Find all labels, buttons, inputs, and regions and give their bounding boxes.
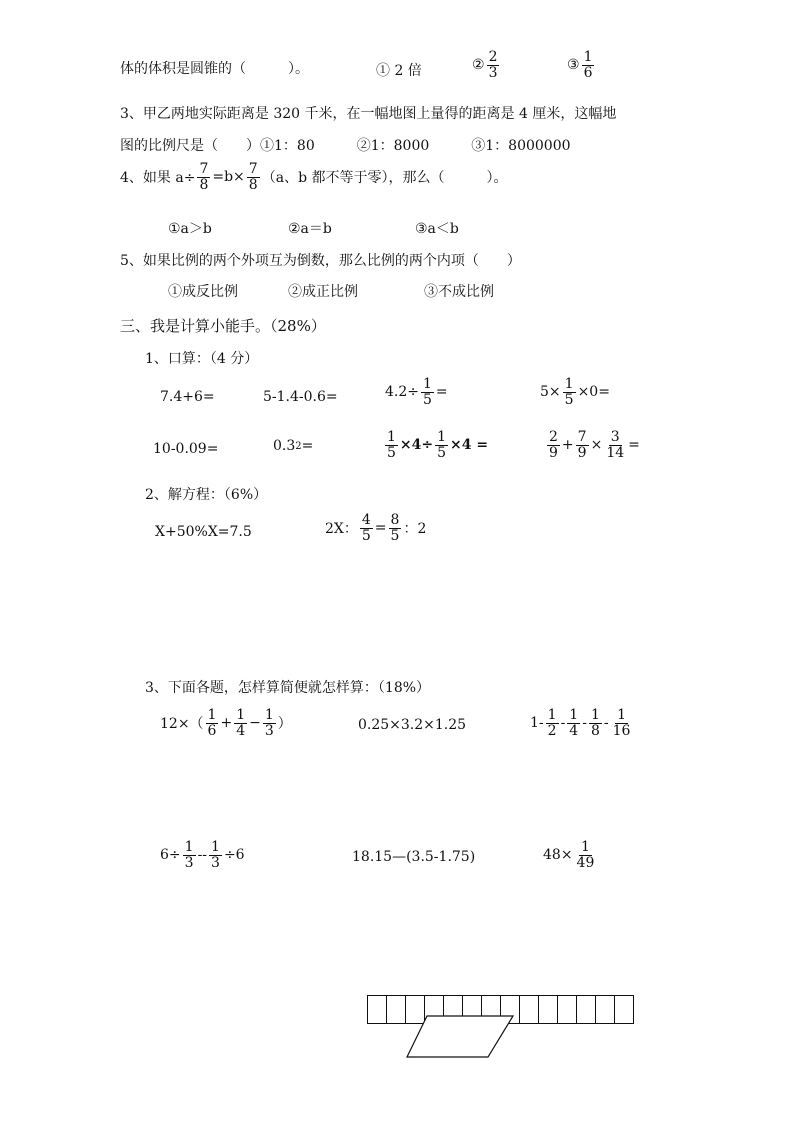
q5-option-1: ①成反比例 [168, 284, 238, 300]
equation-1: X+50%X=7.5 [155, 524, 252, 540]
oral-d: 5× $\frac{1}{5}$ ×0= [540, 376, 610, 408]
oral-b: 5-1.4-0.6= [263, 389, 338, 405]
q5-question: 5、如果比例的两个外项互为倒数，那么比例的两个内项（ ） [120, 253, 521, 269]
subsection-equations: 2、解方程：（6%） [145, 487, 268, 503]
grid-box [576, 995, 596, 1024]
q2-option-3: ③ $\frac{1}{6}$ [567, 49, 593, 81]
q3-line1: 3、甲乙两地实际距离是 320 千米，在一幅地图上量得的距离是 4 厘米，这幅地 [120, 106, 617, 122]
grid-box [557, 995, 577, 1024]
fraction: $\frac{4}{5}$ [361, 512, 371, 544]
fraction: $\frac{1}{3}$ [264, 707, 274, 739]
oral-g: $\frac{1}{5}$ ×4÷ $\frac{1}{5}$ ×4 = [387, 429, 489, 461]
fraction: $\frac{2}{3}$ [488, 49, 498, 81]
grid-box [538, 995, 558, 1024]
fraction: $\frac{1}{16}$ [612, 707, 631, 739]
grid-box [519, 995, 539, 1024]
simplify-3: 1- $\frac{1}{2}$ - $\frac{1}{4}$ - $\frac{1}{8}$ - $\frac{1}{16}$ [530, 707, 631, 739]
q5-option-3: ③不成比例 [424, 284, 494, 300]
fraction: $\frac{1}{8}$ [590, 707, 600, 739]
grid-box [614, 995, 634, 1024]
grid-box [367, 995, 387, 1024]
fraction: $\frac{1}{6}$ [207, 707, 217, 739]
q4-option-1: ①a＞b [168, 221, 212, 237]
fraction: $\frac{1}{5}$ [387, 429, 396, 461]
fraction: $\frac{8}{5}$ [390, 512, 400, 544]
q2-text: 体的体积是圆锥的（ ）。 [120, 61, 309, 77]
equation-2: 2X： $\frac{4}{5}$ = $\frac{8}{5}$ ：2 [325, 512, 427, 544]
fraction: $\frac{7}{8}$ [199, 161, 209, 193]
fraction: $\frac{1}{6}$ [583, 49, 593, 81]
subsection-simplify: 3、下面各题，怎样算简便就怎样算：（18%） [145, 680, 431, 696]
fraction: $\frac{1}{5}$ [423, 376, 432, 408]
fraction: $\frac{1}{4}$ [569, 707, 579, 739]
fraction: $\frac{3}{14}$ [606, 429, 625, 461]
oral-e: 10-0.09= [153, 441, 219, 457]
simplify-1: 12×（ $\frac{1}{6}$ + $\frac{1}{4}$ − $\frac{1}{3}$ ） [160, 707, 292, 739]
section-title: 三、我是计算小能手。（28%） [120, 317, 326, 335]
oral-f: 0.3 2 = [273, 438, 314, 454]
fraction: $\frac{1}{49}$ [576, 839, 595, 871]
q2-option-1: ① 2 倍 [376, 63, 422, 79]
subsection-oral: 1、口算：（4 分） [145, 351, 259, 367]
fraction: $\frac{1}{2}$ [547, 707, 557, 739]
fraction: $\frac{1}{3}$ [211, 839, 220, 871]
oral-c: 4.2÷ $\frac{1}{5}$ = [385, 376, 448, 408]
q4-option-3: ③a＜b [415, 221, 459, 237]
q4-question: 4、如果 a÷ $\frac{7}{8}$ =b× $\frac{7}{8}$ （a、b 都不等于零），那么（ ）。 [120, 161, 508, 193]
oral-h: $\frac{2}{9}$ + $\frac{7}{9}$ × $\frac{3}{14}$ = [549, 429, 640, 461]
fraction: $\frac{1}{4}$ [236, 707, 246, 739]
oral-a: 7.4+6= [160, 389, 215, 405]
fraction: $\frac{1}{5}$ [437, 429, 447, 461]
q2-continuation [120, 58, 309, 78]
fraction: $\frac{7}{8}$ [248, 161, 258, 193]
q2-option-2: ② $\frac{2}{3}$ [472, 49, 498, 81]
q5-option-2: ②成正比例 [288, 284, 358, 300]
parallelogram-shape [400, 1010, 520, 1062]
fraction: $\frac{1}{3}$ [184, 839, 194, 871]
fraction: $\frac{2}{9}$ [549, 429, 558, 461]
simplify-2: 0.25×3.2×1.25 [358, 717, 467, 733]
grid-box [595, 995, 615, 1024]
fraction: $\frac{1}{5}$ [564, 376, 574, 408]
simplify-4: 6÷ $\frac{1}{3}$ -- $\frac{1}{3}$ ÷6 [160, 839, 245, 871]
q3-line2: 图的比例尺是（ ）①1：80 ②1：8000 ③1：8000000 [120, 138, 571, 154]
simplify-6: 48× $\frac{1}{49}$ [543, 839, 595, 871]
fraction: $\frac{7}{9}$ [577, 429, 587, 461]
q4-option-2: ②a＝b [288, 221, 332, 237]
simplify-5: 18.15—(3.5-1.75) [352, 849, 476, 865]
